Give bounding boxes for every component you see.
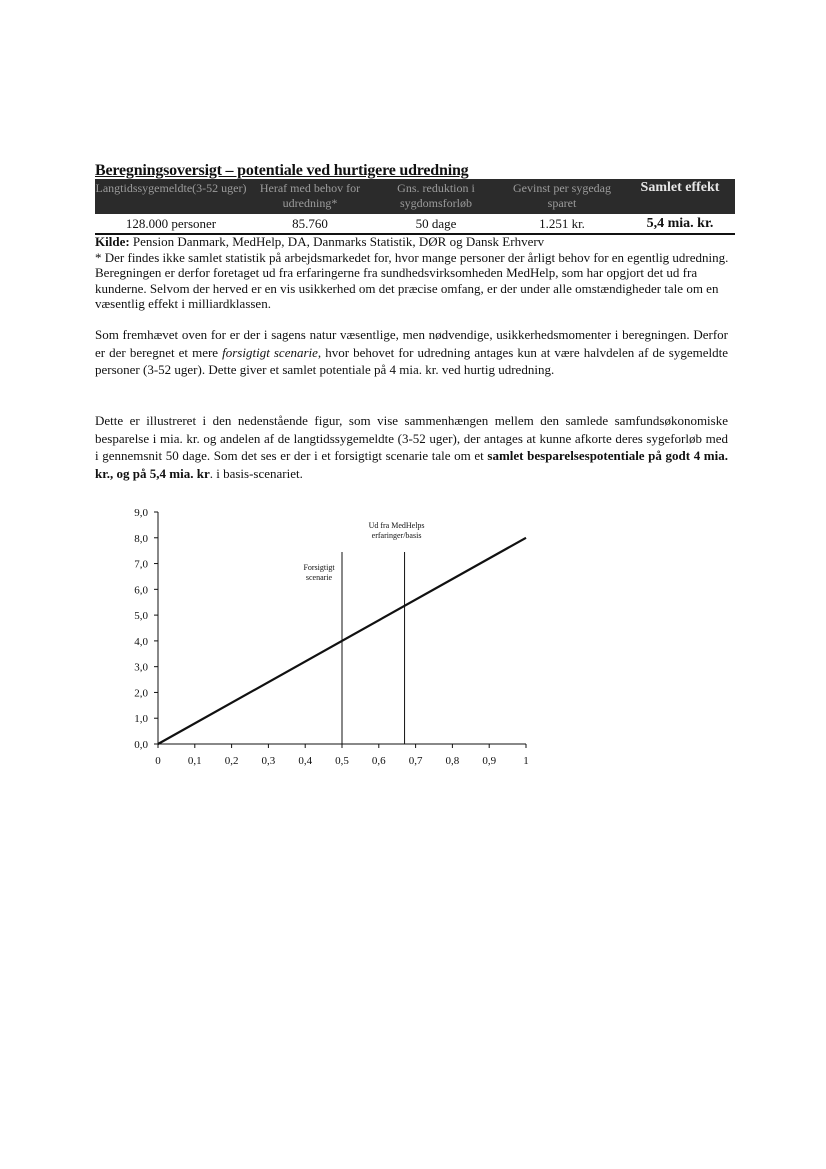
x-tick-label: 0,8	[445, 755, 460, 767]
x-tick-label: 0,9	[482, 755, 497, 767]
table-header-cell: Samlet effekt	[640, 180, 720, 195]
source-note: * Der findes ikke samlet statistik på arbejdsmarkedet for, hvor mange personer der årligt behov for en egentlig udredning. Beregningen er derfor foretaget ud fra erfaringerne fra sundhedsvirksomheden MedHelp, som har opgjort det ud fra kunderne. Selvom der herved er en vis usikkerhed om det præcise omfang, er der under alle omstændigheder tale om en væsentlig effekt i milliardklassen.	[95, 249, 729, 311]
savings-line-chart	[120, 500, 560, 780]
table-cell: 50 dage	[415, 216, 457, 231]
source-label: Kilde:	[95, 234, 130, 249]
source-line	[95, 234, 735, 250]
y-tick-label: 1,0	[134, 713, 148, 726]
table-header-cell: Gevinst per sygedag sparet	[513, 181, 611, 210]
source-block	[95, 234, 735, 312]
x-tick-label: 0,7	[408, 755, 423, 767]
scenario-annotation: Ud fra MedHelps	[368, 521, 425, 530]
y-tick-label: 0,0	[134, 739, 148, 751]
page-heading: Beregningsoversigt – potentiale ved hurtigere udredning	[95, 162, 469, 179]
y-tick-label: 4,0	[134, 635, 148, 648]
x-tick-label: 0,3	[261, 755, 276, 767]
paragraph-emphasis: forsigtigt scenarie	[222, 344, 318, 360]
source-text: Pension Danmark, MedHelp, DA, Danmarks Statistik, DØR og Dansk Erhverv	[129, 234, 545, 249]
x-tick-label: 1	[523, 755, 529, 767]
x-tick-label: 0,4	[298, 755, 313, 767]
table-header-cell: Gns. reduktion i sygdomsforløb	[397, 181, 475, 210]
paragraph-figure-intro	[95, 412, 728, 482]
y-tick-label: 8,0	[134, 532, 148, 545]
table-cell: 5,4 mia. kr.	[646, 216, 714, 231]
paragraph-text: Dette er illustreret i den nedenstående figur, som vise sammenhængen mellem den samlede samfundsøkonomiske besparelse i mia. kr. og andelen af de langtidssygemeldte (3-52 uger), der antages at kunne afkorte deres sygeforløb med i gennemsnit 50 dage. Som det ses er der i et forsigtigt scenarie tale om et	[95, 413, 728, 463]
paragraph-scenario	[95, 326, 728, 379]
paragraph-text: . i basis-scenariet.	[209, 465, 303, 481]
x-tick-label: 0,6	[371, 755, 386, 767]
table-cell: 85.760	[292, 216, 328, 231]
paragraph-text: , hvor behovet for udredning antages kun at være halvdelen af de sygemeldte personer (3-52 uger). Dette giver et samlet potentiale på 4 mia. kr. ved hurtig udredning.	[95, 344, 728, 377]
x-tick-label: 0,5	[335, 755, 349, 767]
scenario-annotation: erfaringer/basis	[371, 531, 422, 540]
table-cell: 1.251 kr.	[539, 216, 585, 231]
scenario-annotation: scenarie	[305, 573, 333, 582]
y-tick-label: 2,0	[134, 687, 148, 700]
table-cell: 128.000 personer	[125, 216, 217, 231]
table-header-row	[95, 179, 735, 214]
table-header-cell: Langtidssygemeldte(3-52 uger)	[95, 181, 247, 195]
y-tick-label: 3,0	[134, 661, 148, 674]
y-tick-label: 7,0	[134, 558, 148, 571]
x-tick-label: 0	[155, 755, 161, 767]
x-tick-label: 0,1	[187, 755, 202, 767]
y-tick-label: 5,0	[134, 610, 148, 623]
paragraph-bold: samlet besparelsespotentiale på godt 4 mia. kr., og på 5,4 mia. kr	[95, 448, 728, 481]
table-header-cell: Heraf med behov for udredning*	[259, 181, 361, 210]
scenario-annotation: Forsigtigt	[303, 563, 335, 572]
y-tick-label: 9,0	[134, 507, 148, 519]
y-tick-label: 6,0	[134, 584, 148, 597]
x-tick-label: 0,2	[224, 755, 239, 767]
table-row	[95, 214, 735, 235]
paragraph-text: Som fremhævet oven for er der i sagens natur væsentlige, men nødvendige, usikkerhedsmomenter i beregningen. Derfor er der beregnet et mere	[95, 327, 728, 360]
